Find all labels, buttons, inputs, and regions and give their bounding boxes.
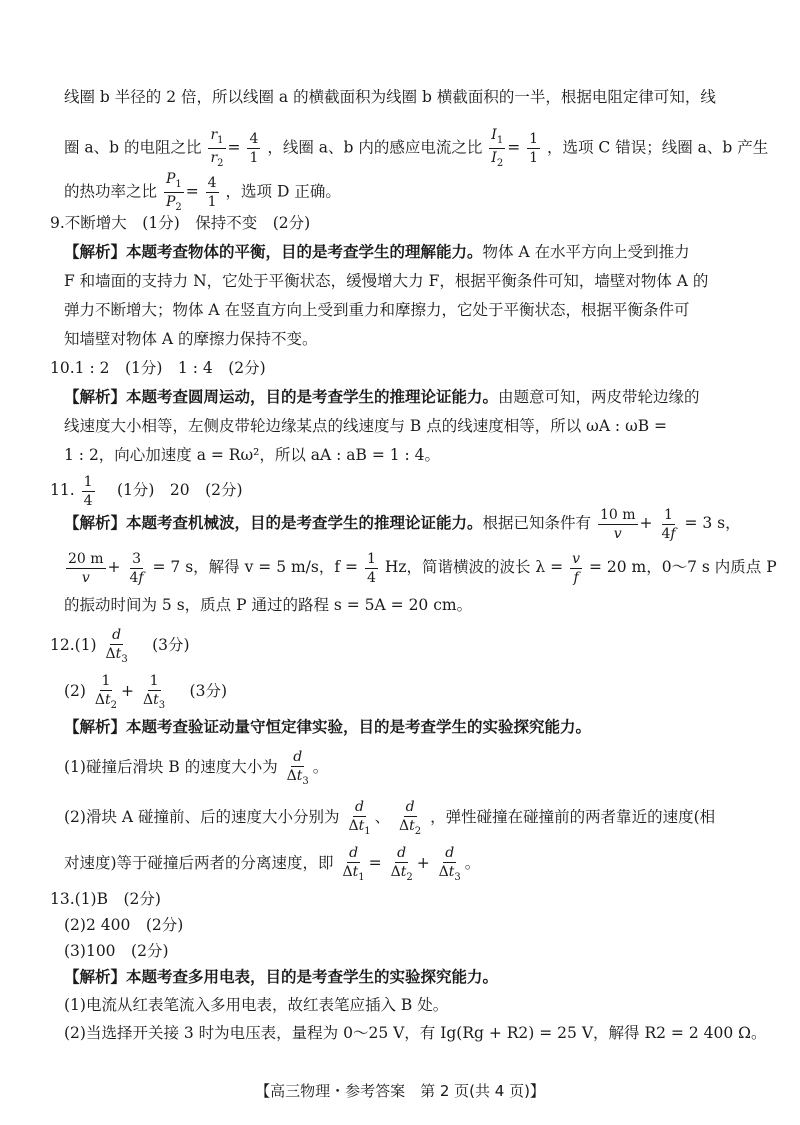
fraction-4-1: $\frac{4}{1}$ xyxy=(249,130,259,166)
analysis-line: 线速度大小相等，左侧皮带轮边缘某点的线速度与 B 点的线速度相等，所以 ωA : ωB = xyxy=(64,417,668,435)
fraction-20m-v: $\frac{20 m}{v}$ xyxy=(68,550,104,586)
analysis-tag: 【解析】本题考查验证动量守恒定律实验，目的是考查学生的实验探究能力。 xyxy=(64,717,592,736)
analysis-line: (1)碰撞后滑块 B 的速度大小为 $\frac{d}{\Delta t_3}$ 。 xyxy=(64,748,329,787)
answer-13-3: (3)100 (2分) xyxy=(64,942,169,960)
page-footer: 【高三物理・参考答案 第 2 页(共 4 页)】 xyxy=(255,1082,545,1100)
fraction-1-4f: $\frac{1}{4f}$ xyxy=(661,506,676,542)
fraction-d-dt1: $\frac{d}{\Delta t_1}$ xyxy=(348,798,371,837)
fraction-d-dt1: $\frac{d}{\Delta t_1}$ xyxy=(342,844,365,883)
analysis-line: F 和墙面的支持力 N，它处于平衡状态，缓慢增大力 F，根据平衡条件可知，墙壁对物体 A 的 xyxy=(64,272,709,290)
text-line: 线圈 b 半径的 2 倍，所以线圈 a 的横截面积为线圈 b 横截面积的一半，根据电阻定律可知，线 xyxy=(64,88,716,106)
answer-13-2: (2)2 400 (2分) xyxy=(64,916,184,934)
fraction-d-dt2: $\frac{d}{\Delta t_2}$ xyxy=(390,844,413,883)
fraction-1-4: $\frac{1}{4}$ xyxy=(83,473,93,509)
fraction-d-dt3: $\frac{d}{\Delta t_3}$ xyxy=(438,844,461,883)
fraction-d-dt2: $\frac{d}{\Delta t_2}$ xyxy=(399,798,422,837)
text-line: 的热功率之比 $\frac{P_1}{P_2}$ = $\frac{4}{1}$ ，选项 D 正确。 xyxy=(64,171,341,213)
fraction-1-dt2: $\frac{1}{\Delta t_2}$ xyxy=(94,672,118,711)
fraction-3-4f: $\frac{3}{4f}$ xyxy=(129,550,144,586)
analysis-line: 【解析】本题考查圆周运动，目的是考查学生的推理论证能力。由题意可知，两皮带轮边缘的 xyxy=(64,387,700,406)
analysis-line: $\frac{20 m}{v}$ + $\frac{3}{4f}$ = 7 s，解得 v = 5 m/s，f = $\frac{1}{4}$ Hz，简谐横波的波长 λ = $\frac{v}{f}$ = 20 m，0～7 s 内质点 P xyxy=(68,550,777,586)
answer-10: 10.1 : 2 (1分) 1 : 4 (2分) xyxy=(50,359,266,377)
analysis-line: (2)当选择开关接 3 时为电压表，量程为 0～25 V，有 Ig(Rg + R2) = 25 V，解得 R2 = 2 400 Ω。 xyxy=(64,1024,767,1042)
fraction-1-1: $\frac{1}{1}$ xyxy=(529,130,539,166)
analysis-line: 【解析】本题考查物体的平衡，目的是考查学生的理解能力。物体 A 在水平方向上受到推力 xyxy=(64,242,690,261)
answer-12-1: 12.(1) $\frac{d}{\Delta t_3}$ (3分) xyxy=(50,626,190,665)
fraction-v-f: $\frac{v}{f}$ xyxy=(572,550,581,586)
text-line: 圈 a、b 的电阻之比 $\frac{r_1}{r_2}$ = $\frac{4}{1}$ ，线圈 a、b 内的感应电流之比 $\frac{I_1}{I_2}$ = $\frac{1}{1}$ ，选项 C 错误；线圈 a、b 产生 xyxy=(64,127,769,169)
analysis-line: 【解析】本题考查机械波，目的是考查学生的推理论证能力。根据已知条件有 $\frac{10 m}{v}$ + $\frac{1}{4f}$ = 3 s， xyxy=(64,506,741,542)
fraction-i1-i2: $\frac{I_1}{I_2}$ xyxy=(491,127,504,169)
fraction-p1-p2: $\frac{P_1}{P_2}$ xyxy=(165,171,182,213)
answer-11: 11. $\frac{1}{4}$ (1分) 20 (2分) xyxy=(50,473,243,509)
analysis-line: 1 : 2，向心加速度 a = Rω²，所以 aA : aB = 1 : 4。 xyxy=(64,446,441,464)
fraction-d-dt3: $\frac{d}{\Delta t_3}$ xyxy=(105,626,128,665)
analysis-line: (2)滑块 A 碰撞前、后的速度大小分别为 $\frac{d}{\Delta t_1}$ 、 $\frac{d}{\Delta t_2}$ ，弹性碰撞在碰撞前的两者靠近的速度(相 xyxy=(64,798,716,837)
fraction-r1-r2: $\frac{r_1}{r_2}$ xyxy=(210,127,224,169)
analysis-line: 弹力不断增大；物体 A 在竖直方向上受到重力和摩擦力，它处于平衡状态，根据平衡条件可 xyxy=(64,301,690,319)
analysis-line: (1)电流从红表笔流入多用电表，故红表笔应插入 B 处。 xyxy=(64,996,449,1014)
analysis-tag: 【解析】本题考查多用电表，目的是考查学生的实验探究能力。 xyxy=(64,967,499,986)
answer-12-2: (2) $\frac{1}{\Delta t_2}$ + $\frac{1}{\Delta t_3}$ (3分) xyxy=(64,672,228,711)
fraction-4-1: $\frac{4}{1}$ xyxy=(207,174,217,210)
analysis-line: 对速度)等于碰撞后两者的分离速度，即 $\frac{d}{\Delta t_1}$ = $\frac{d}{\Delta t_2}$ + $\frac{d}{\Delta t_3}$ 。 xyxy=(64,844,481,883)
fraction-10m-v: $\frac{10 m}{v}$ xyxy=(599,506,636,542)
fraction-1-dt3: $\frac{1}{\Delta t_3}$ xyxy=(142,672,166,711)
answer-9: 9.不断增大 (1分) 保持不变 (2分) xyxy=(50,214,311,232)
fraction-d-dt3: $\frac{d}{\Delta t_3}$ xyxy=(286,748,309,787)
analysis-line: 知墙壁对物体 A 的摩擦力保持不变。 xyxy=(64,330,318,348)
analysis-line: 的振动时间为 5 s，质点 P 通过的路程 s = 5A = 20 cm。 xyxy=(64,596,473,614)
answer-13-1: 13.(1)B (2分) xyxy=(50,890,161,908)
fraction-1-4: $\frac{1}{4}$ xyxy=(366,550,376,586)
